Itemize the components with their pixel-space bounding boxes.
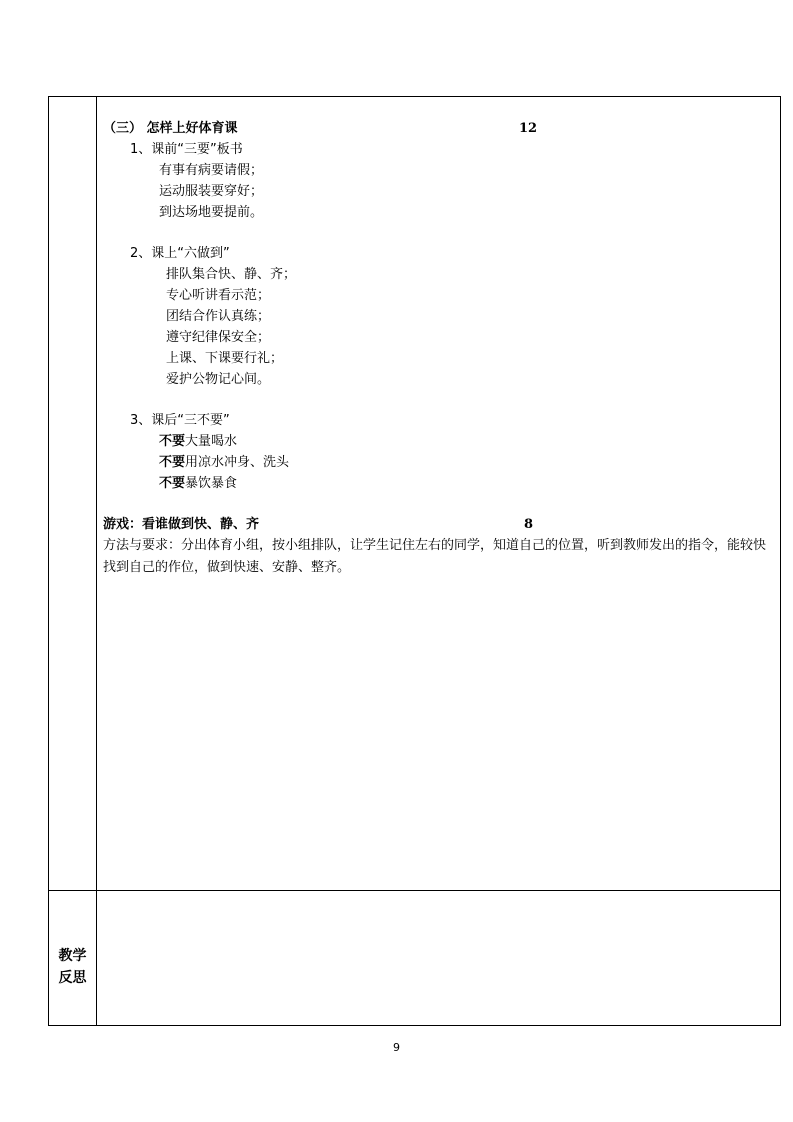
part1-item: 到达场地要提前。 [159,205,264,220]
part2-item: 上课、下课要行礼； [166,351,284,366]
part1-heading: 1、课前“三要”板书 [130,142,243,157]
part3-item-emphasis: 不要 [159,434,186,449]
game-title: 游戏：看谁做到快、静、齐 [103,517,260,532]
part2-heading: 2、课上“六做到” [130,246,230,261]
part3-heading: 3、课后“三不要” [130,413,230,428]
part3-item-text: 大量喝水 [185,434,238,449]
part1-item: 运动服装要穿好； [159,184,264,199]
part1-item: 有事有病要请假； [159,163,264,178]
reflection-label-line1: 教学 [58,948,87,964]
game-minutes: 8 [524,517,534,532]
part3-item-emphasis: 不要 [159,476,186,491]
column-divider [96,97,97,1025]
reflection-label [49,945,96,989]
part2-item: 专心听讲看示范； [166,288,271,303]
part3-item-text: 暴饮暴食 [185,476,238,491]
row-divider [49,890,780,891]
part2-item: 排队集合快、静、齐； [166,267,297,282]
part3-item [159,454,289,472]
part3-item-text: 用凉水冲身、洗头 [185,455,290,470]
part3-item [159,433,237,451]
part3-item-emphasis: 不要 [159,455,186,470]
game-description: 方法与要求：分出体育小组，按小组排队，让学生记住左右的同学，知道自己的位置，听到教师发出的指令，能较快找到自己的作位，做到快速、安静、整齐。 [103,538,767,575]
part2-item: 遵守纪律保安全； [166,330,271,345]
page-number: 9 [393,1041,400,1054]
section-minutes: 12 [519,121,538,136]
part2-item: 爱护公物记心间。 [166,372,271,387]
reflection-label-line2: 反思 [58,970,87,986]
section-title: （三） 怎样上好体育课 [103,121,238,136]
part2-item: 团结合作认真练； [166,309,271,324]
part3-item [159,475,237,493]
